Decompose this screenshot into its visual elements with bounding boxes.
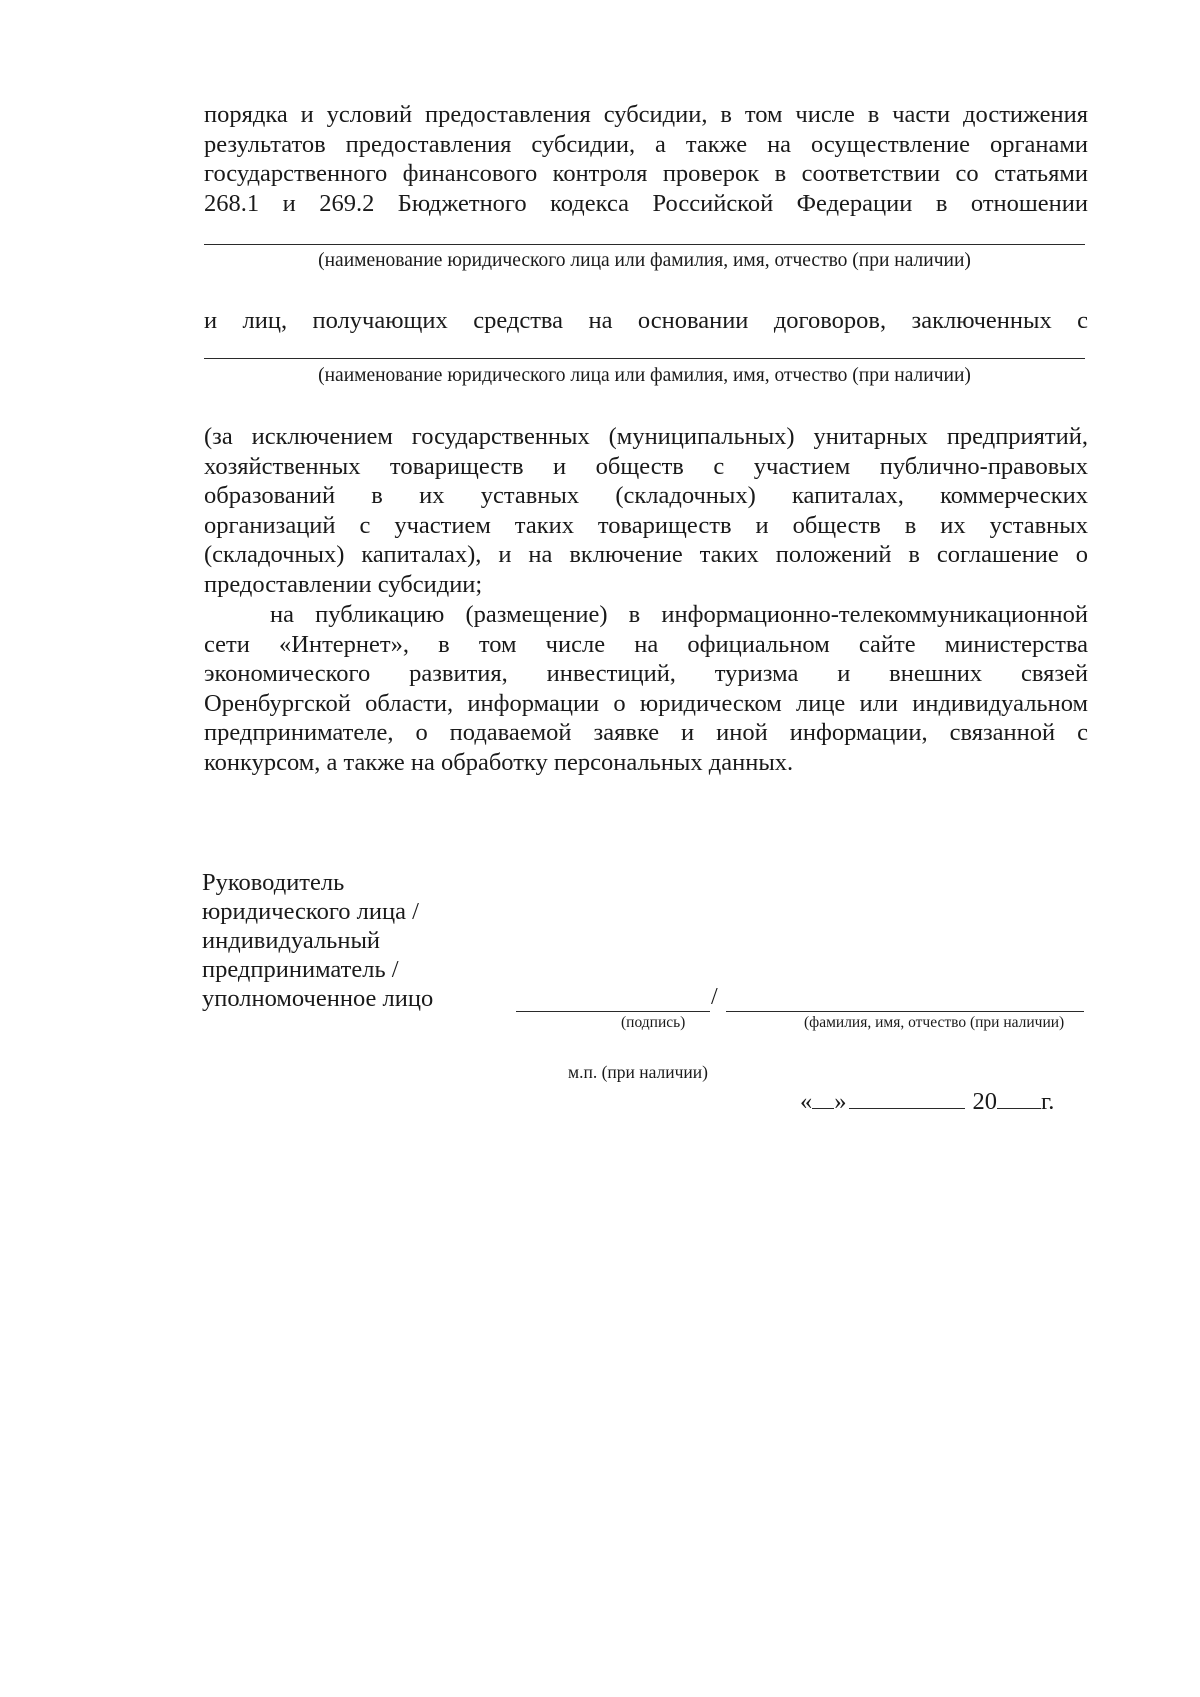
date-open-quote: «: [800, 1088, 813, 1115]
legal-entity-name-caption: (наименование юридического лица или фамилия, имя, отчество (при наличии): [318, 250, 971, 271]
text-line: образований в их уставных (складочных) капиталах, коммерческих: [204, 482, 1088, 509]
text-line: предпринимателе, о подаваемой заявке и иной информации, связанной с: [204, 719, 1088, 746]
signature-field[interactable]: [516, 1011, 710, 1012]
paragraph-publication-consent: [204, 600, 1088, 777]
signatory-title-line: предприниматель /: [202, 956, 399, 983]
signatory-title-line: уполномоченное лицо: [202, 985, 434, 1012]
date-year-suffix: г.: [1041, 1088, 1055, 1115]
date-month-field[interactable]: [849, 1088, 965, 1109]
date-year-prefix: 20: [972, 1088, 997, 1115]
text-line: государственного финансового контроля проверок в соответствии со статьями: [204, 160, 1088, 187]
legal-entity-name-field[interactable]: [204, 244, 1085, 245]
signatory-title-line: Руководитель: [202, 869, 345, 896]
text-line: конкурсом, а также на обработку персональных данных.: [204, 748, 794, 776]
date-close-quote: »: [834, 1088, 847, 1115]
full-name-caption: (фамилия, имя, отчество (при наличии): [804, 1014, 1065, 1031]
paragraph-exclusions: [204, 422, 1088, 599]
paragraph-consent-continuation: [204, 100, 1088, 218]
text-line: и лиц, получающих средства на основании договоров, заключенных с: [204, 307, 1088, 334]
text-line: 268.1 и 269.2 Бюджетного кодекса Российской Федерации в отношении: [204, 189, 1088, 217]
text-line: результатов предоставления субсидии, а также на осуществление органами: [204, 130, 1088, 158]
text-line: организаций с участием таких товариществ и обществ в их уставных: [204, 511, 1088, 539]
contract-party-name-field[interactable]: [204, 358, 1085, 359]
signatory-title-line: индивидуальный: [202, 927, 381, 954]
date-year-field[interactable]: [997, 1088, 1041, 1109]
full-name-field[interactable]: [726, 1011, 1084, 1012]
text-line: (за исключением государственных (муниципальных) унитарных предприятий,: [204, 423, 1088, 450]
text-line: предоставлении субсидии;: [204, 570, 483, 598]
signature-caption: (подпись): [621, 1014, 686, 1031]
paragraph-contract-recipients: [204, 306, 1088, 336]
stamp-note: м.п. (при наличии): [568, 1062, 708, 1082]
text-line: Оренбургской области, информации о юридическом лице или индивидуальном: [204, 689, 1088, 717]
signature-separator: /: [711, 984, 718, 1010]
text-line: (складочных) капиталах), и на включение таких положений в соглашение о: [204, 541, 1088, 568]
text-line: экономического развития, инвестиций, туризма и внешних связей: [204, 660, 1088, 687]
text-line: сети «Интернет», в том числе на официальном сайте министерства: [204, 630, 1088, 658]
contract-party-name-caption: (наименование юридического лица или фамилия, имя, отчество (при наличии): [318, 365, 971, 386]
signatory-title: [202, 868, 433, 1013]
date-line: [800, 1088, 1054, 1116]
text-line: хозяйственных товариществ и обществ с участием публично-правовых: [204, 452, 1088, 480]
text-line: порядка и условий предоставления субсидии, в том числе в части достижения: [204, 101, 1088, 128]
text-line: на публикацию (размещение) в информационно-телекоммуникационной: [270, 601, 1088, 628]
signatory-title-line: юридического лица /: [202, 898, 419, 925]
date-day-field[interactable]: [812, 1088, 834, 1109]
